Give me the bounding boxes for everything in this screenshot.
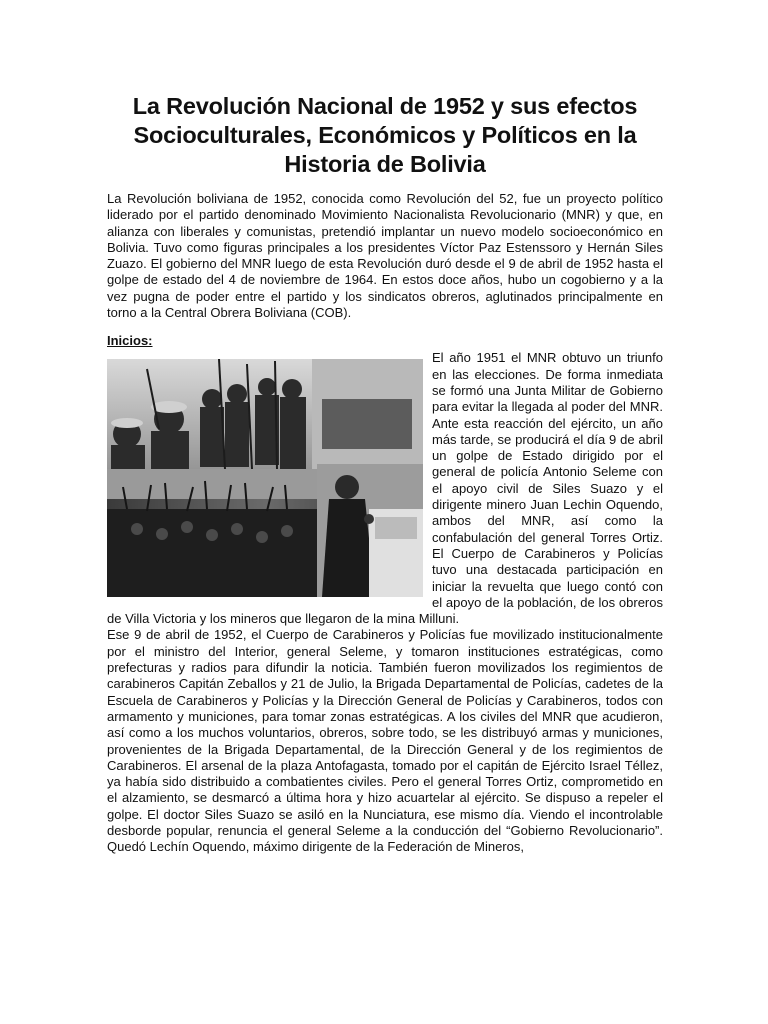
section-heading-inicios: Inicios:: [107, 333, 153, 349]
revolution-photo-collage: [107, 359, 423, 597]
intro-paragraph: La Revolución boliviana de 1952, conocida como Revolución del 52, fue un proyecto político liderado por el partido denominado Movimiento Nacionalista Revolucionario (MNR) y que, en alianza con liberales y comunistas, pretendió implantar un nuevo modelo socioeconómico en Bolivia. Tuvo como figuras principales a los presidentes Víctor Paz Estenssoro y Hernán Siles Zuazo. El gobierno del MNR luego de esta Revolución duró desde el 9 de abril de 1952 hasta el golpe de estado del 4 de noviembre de 1964. En estos doce años, hubo un cogobierno y a la vez pugna de poder entre el partido y los sindicatos obreros, aglutinados principalmente en torno a la Central Obrera Boliviana (COB).: [107, 191, 663, 321]
document-page: [107, 92, 663, 856]
inicios-paragraph-1: El año 1951 el MNR obtuvo un triunfo en las elecciones. De forma inmediata se formó una Junta Militar de Gobierno para evitar la llegada al poder del MNR. Ante esta reacción del ejército, un año más tarde, se producirá el día 9 de abril un golpe de Estado dirigido por el general de policía Antonio Seleme con el apoyo civil de Siles Suazo y el dirigente minero Juan Lechin Oquendo, ambos del MNR, así como la confabulación del general Torres Ortiz. El Cuerpo de Carabineros y Policías tuvo una destacada participación en iniciar la revuelta que luego contó con el apoyo de la población, de los obreros de Villa Victoria y los mineros que llegaron de la mina Milluni.: [107, 350, 663, 627]
inicios-paragraph-2: Ese 9 de abril de 1952, el Cuerpo de Carabineros y Policías fue movilizado institucionalmente por el ministro del Interior, general Seleme, y tomaron instituciones estratégicas, como prefecturas y radios para difundir la noticia. También fueron movilizados los regimientos de carabineros Capitán Zeballos y 21 de Julio, la Brigada Departamental de Policías, cadetes de la Escuela de Carabineros y Policías y la Dirección General de Policías y Carabineros, todos con armamento y municiones, para tomar zonas estratégicas. A los civiles del MNR que acudieron, así como a los muchos voluntarios, obreros, sobre todo, se les distribuyó armas y municiones, provenientes de la Brigada Departamental, de la Dirección General y de los regimientos de Carabineros. El arsenal de la plaza Antofagasta, tomado por el capitán de Ejército Israel Téllez, ya había sido distribuido a combatientes civiles. Pero el general Torres Ortiz, comprometido en el alzamiento, se desmarcó a última hora y hizo acuartelar al ejército. Se dispuso a repeler el golpe. El doctor Siles Suazo se asiló en la Nunciatura, ese mismo día. Viendo el incontrolable desborde popular, renuncia el general Seleme a la conducción del “Gobierno Revolucionario”. Quedó Lechín Oquendo, máximo dirigente de la Federación de Mineros,: [107, 627, 663, 855]
document-title: La Revolución Nacional de 1952 y sus efectos Socioculturales, Económicos y Políticos en la Historia de Bolivia: [132, 93, 638, 177]
